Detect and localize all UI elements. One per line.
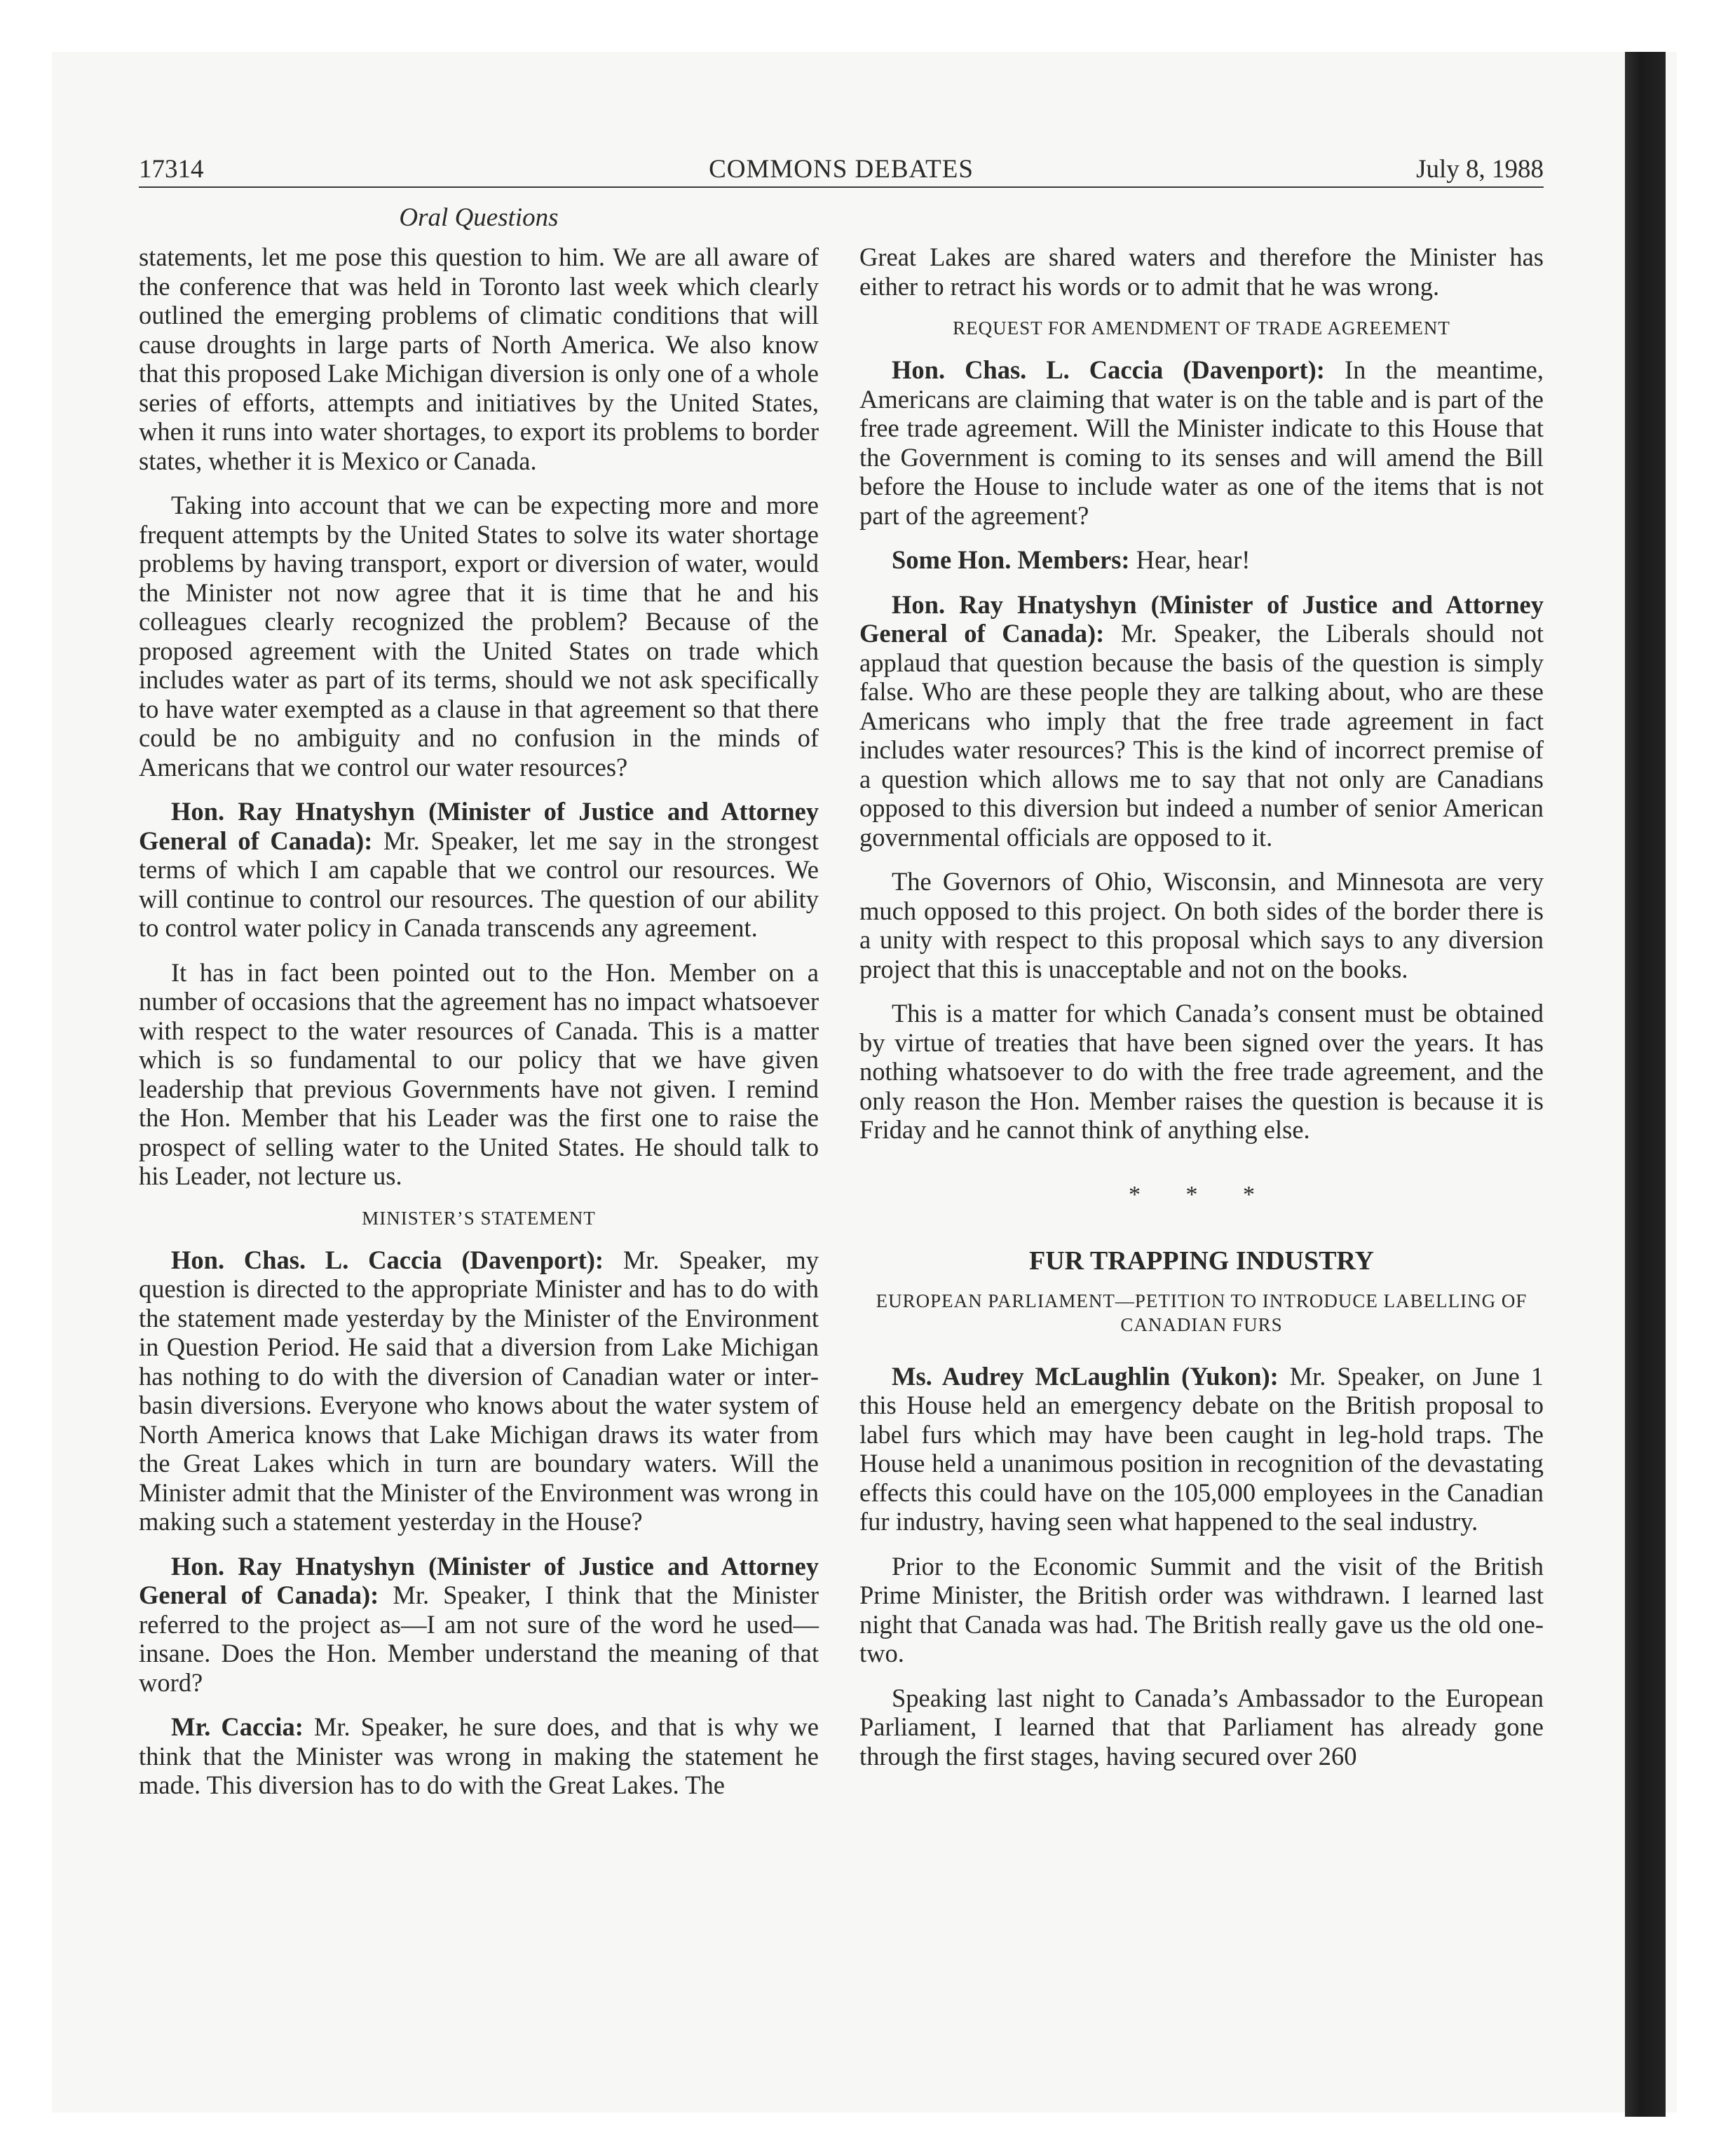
paragraph: This is a matter for which Canada’s consent must be obtained by virtue of treaties that have been signed over the years. It has nothing whatsoever to do with the free trade agreement, and the only reason the Hon. Member raises the question is because it is Friday and he cannot think of anything else. — [859, 999, 1544, 1144]
speech-paragraph — [859, 545, 1544, 575]
subheading: MINISTER’S STATEMENT — [362, 1207, 596, 1229]
speech-text: Mr. Speaker, my question is directed to the appropriate Minister and has to do with the statement made yesterday by the Minister of the Environment in Question Period. He said that a diversion from Lake Michigan has nothing to do with the diversion of Canadian water or inter-basin diversions. Everyone who knows about the water system of North America knows that Lake Michigan draws its water from the Great Lakes which in turn are boundary waters. Will the Minister admit that the Minister of the Environment was wrong in making such a statement yesterday in the House? — [139, 1245, 819, 1536]
subheading: REQUEST FOR AMENDMENT OF TRADE AGREEMENT — [953, 318, 1450, 339]
header-rule — [139, 186, 1544, 188]
speaker-name: Some Hon. Members: — [892, 545, 1130, 574]
paragraph: statements, let me pose this question to him. We are all aware of the conference that was held in Toronto last week which clearly outlined the emerging problems of climatic conditions that will cause droughts in large parts of North America. We also know that this proposed Lake Michigan diversion is only one of a whole series of efforts, attempts and initiatives by the United States, when it runs into water shortages, to export its problems to border states, whether it is Mexico or Canada. — [139, 243, 819, 475]
speech-text: Mr. Speaker, he sure does, and that is why we think that the Minister was wrong in making the statement he made. This diversion has to do with the Great Lakes. The — [139, 1712, 819, 1799]
speech-paragraph — [139, 1246, 819, 1536]
speech-text: Mr. Speaker, I think that the Minister referred to the project as—I am not sure of the word he used—insane. Does the Hon. Member understand the meaning of that word? — [139, 1581, 819, 1697]
speech-paragraph — [139, 797, 819, 943]
page-number: 17314 — [139, 155, 204, 184]
speech-paragraph — [859, 355, 1544, 530]
left-column — [139, 243, 819, 1815]
speaker-name: Ms. Audrey McLaughlin (Yukon): — [892, 1361, 1279, 1391]
speaker-name: Hon. Chas. L. Caccia (Davenport): — [892, 355, 1325, 384]
subheading: EUROPEAN PARLIAMENT—PETITION TO INTRODUCE LABELLING OF CANADIAN FURS — [876, 1290, 1528, 1335]
speech-text: Mr. Speaker, the Liberals should not applaud that question because the basis of the question is simply false. Who are these people they are talking about, who are these Americans who imply that the free trade agreement in fact includes water resources? This is the kind of incorrect premise of a question which allows me to say that not only are Canadians opposed to this diversion but indeed a number of senior American governmental officials are opposed to it. — [859, 619, 1544, 852]
running-header — [139, 153, 1544, 186]
paragraph: Taking into account that we can be expecting more and more frequent attempts by the United States to solve its water shortage problems by having transport, export or diversion of water, would the Minister not now agree that it is time that he and his colleagues clearly recognized the problem? Because of the proposed agreement with the United States on trade which includes water as part of its terms, should we not ask specifically to have water exempted as a clause in that agreement so that there could be no ambiguity and no confusion in the minds of Americans that we control our water resources? — [139, 491, 819, 782]
paragraph: Speaking last night to Canada’s Ambassador to the European Parliament, I learned that that Parliament has already gone through the first stages, having secured over 260 — [859, 1683, 1544, 1770]
paragraph: Great Lakes are shared waters and therefore the Minister has either to retract his words or to admit that he was wrong. — [859, 243, 1544, 301]
speaker-name: Mr. Caccia: — [171, 1712, 304, 1741]
section-tag: Oral Questions — [399, 203, 559, 232]
speech-text: Mr. Speaker, let me say in the strongest terms of which I am capable that we control our resources. We will continue to control our resources. The question of our ability to control water policy in Canada transcends any agreement. — [139, 826, 819, 942]
paragraph: Prior to the Economic Summit and the visit of the British Prime Minister, the British order was withdrawn. I learned last night that Canada was had. The British really gave us the old one-two. — [859, 1551, 1544, 1667]
paragraph: The Governors of Ohio, Wisconsin, and Minnesota are very much opposed to this project. On both sides of the border there is a unity with respect to this proposal which says to any diversion project that this is unacceptable and not on the books. — [859, 867, 1544, 983]
speech-paragraph — [859, 1362, 1544, 1536]
major-heading: FUR TRAPPING INDUSTRY — [1029, 1246, 1374, 1276]
speech-paragraph — [139, 1552, 819, 1698]
speaker-name: Hon. Ray Hnatyshyn (Minister of Justice and Attorney General of Canada): — [139, 797, 819, 855]
section-break-stars: * * * — [1129, 1181, 1274, 1208]
speech-paragraph — [139, 1712, 819, 1800]
speaker-name: Hon. Ray Hnatyshyn (Minister of Justice and Attorney General of Canada): — [859, 589, 1544, 648]
scan-shadow-edge — [1625, 52, 1666, 2117]
speech-text: Hear, hear! — [1129, 545, 1251, 574]
speech-text: Mr. Speaker, on June 1 this House held an emergency debate on the British proposal to label furs which may have been caught in leg-hold traps. The House held a unanimous position in recognition of the devastating effects this could have on the 105,000 employees in the Canadian fur industry, having seen what happened to the seal industry. — [859, 1361, 1544, 1536]
publication-title: COMMONS DEBATES — [709, 155, 974, 184]
right-column — [859, 243, 1544, 1786]
paragraph: It has in fact been pointed out to the Hon. Member on a number of occasions that the agreement has no impact whatsoever with respect to the water resources of Canada. This is a matter which is so fundamental to our policy that we have given leadership that previous Governments have not given. I remind the Hon. Member that his Leader was the first one to raise the prospect of selling water to the United States. He should talk to his Leader, not lecture us. — [139, 957, 819, 1190]
speech-text: In the meantime, Americans are claiming that water is on the table and is part of the free trade agreement. Will the Minister indicate to this House that the Government is coming to its senses and will amend the Bill before the House to include water as one of the items that is not part of the agreement? — [859, 355, 1544, 530]
speaker-name: Hon. Ray Hnatyshyn (Minister of Justice and Attorney General of Canada): — [139, 1551, 819, 1609]
issue-date: July 8, 1988 — [1416, 155, 1544, 184]
speech-paragraph — [859, 590, 1544, 852]
speaker-name: Hon. Chas. L. Caccia (Davenport): — [171, 1245, 604, 1274]
